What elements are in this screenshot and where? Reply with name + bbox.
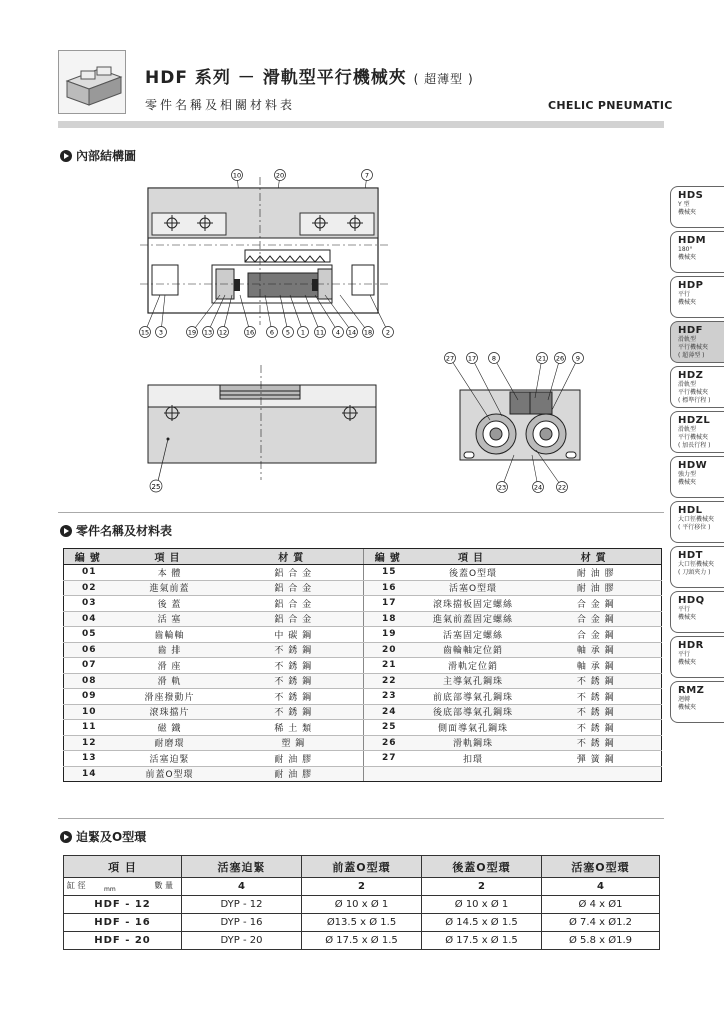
table-row bbox=[64, 580, 662, 596]
front-view-drawing bbox=[440, 350, 600, 495]
header-divider bbox=[58, 121, 664, 128]
col-item-2: 項目 bbox=[416, 549, 531, 565]
callout-number: 18 bbox=[363, 328, 373, 337]
page-title bbox=[145, 63, 474, 88]
col-material: 材質 bbox=[224, 549, 364, 565]
table-cell: 齒輪軸定位銷 bbox=[416, 642, 531, 658]
tab-code: HDM bbox=[678, 235, 707, 246]
divider-2 bbox=[58, 818, 664, 819]
callout-number: 19 bbox=[187, 328, 197, 337]
callout-number: 17 bbox=[467, 354, 477, 363]
seal-col-piston-seal: 活塞迫緊 bbox=[182, 856, 302, 878]
table-cell: DYP - 12 bbox=[182, 896, 302, 914]
table-cell: 滑座撥動片 bbox=[116, 689, 224, 705]
table-cell: 進氣前蓋 bbox=[116, 580, 224, 596]
tab-hdf[interactable] bbox=[670, 321, 724, 363]
tab-hdl[interactable] bbox=[670, 501, 724, 543]
callout-number: 12 bbox=[218, 328, 228, 337]
table-cell: 活塞O型環 bbox=[416, 580, 531, 596]
table-cell: 22 bbox=[364, 673, 416, 689]
table-cell: 16 bbox=[364, 580, 416, 596]
table-cell bbox=[416, 766, 531, 782]
table-cell: Ø 14.5 x Ø 1.5 bbox=[422, 914, 542, 932]
callout-number: 27 bbox=[445, 354, 455, 363]
table-cell: Ø 5.8 x Ø1.9 bbox=[542, 932, 660, 950]
tab-code: HDL bbox=[678, 505, 703, 516]
table-cell: 彈 簧 鋼 bbox=[531, 751, 662, 767]
table-cell: 齒 排 bbox=[116, 642, 224, 658]
play-bullet-icon bbox=[60, 831, 72, 843]
table-cell: Ø 17.5 x Ø 1.5 bbox=[302, 932, 422, 950]
tab-desc: 平行 機械夾 bbox=[678, 291, 697, 306]
table-cell: 耐 油 膠 bbox=[531, 565, 662, 581]
title-paren: ( 超薄型 ) bbox=[413, 72, 474, 86]
table-cell: 後蓋O型環 bbox=[416, 565, 531, 581]
page-subtitle: 零件名稱及相關材料表 bbox=[145, 98, 296, 112]
table-cell: 不 銹 鋼 bbox=[531, 720, 662, 736]
table-cell: Ø13.5 x Ø 1.5 bbox=[302, 914, 422, 932]
table-cell: 27 bbox=[364, 751, 416, 767]
tab-desc: 大口徑機械夾 ( 平行移位 ) bbox=[678, 516, 715, 531]
table-cell: 耐 油 膠 bbox=[531, 580, 662, 596]
tab-rmz[interactable] bbox=[670, 681, 724, 723]
tab-desc: 平行 機械夾 bbox=[678, 606, 697, 621]
table-cell: 滑 軌 bbox=[116, 673, 224, 689]
tab-hdm[interactable] bbox=[670, 231, 724, 273]
table-cell: 13 bbox=[64, 751, 116, 767]
table-row bbox=[64, 611, 662, 627]
table-row bbox=[64, 673, 662, 689]
tab-code: HDT bbox=[678, 550, 703, 561]
table-cell: 後 蓋 bbox=[116, 596, 224, 612]
table-cell: 合 金 鋼 bbox=[531, 611, 662, 627]
table-cell: 活塞迫緊 bbox=[116, 751, 224, 767]
table-cell: 稀 土 類 bbox=[224, 720, 364, 736]
table-row bbox=[64, 596, 662, 612]
table-cell: DYP - 16 bbox=[182, 914, 302, 932]
qty-label: 數 量 bbox=[154, 881, 173, 890]
side-view-drawing bbox=[140, 355, 390, 495]
table-row bbox=[64, 720, 662, 736]
tab-desc: 平行 機械夾 bbox=[678, 651, 697, 666]
table-cell: 不 銹 鋼 bbox=[224, 704, 364, 720]
seal-table-header bbox=[64, 856, 660, 878]
table-cell: 10 bbox=[64, 704, 116, 720]
mm-label: mm bbox=[104, 886, 116, 893]
callout-number: 13 bbox=[203, 328, 213, 337]
seal-qty-label-cell bbox=[64, 878, 182, 896]
table-cell: 20 bbox=[364, 642, 416, 658]
table-row bbox=[64, 689, 662, 705]
table-cell: 軸 承 鋼 bbox=[531, 658, 662, 674]
table-row bbox=[64, 896, 660, 914]
table-cell: 耐 油 膠 bbox=[224, 751, 364, 767]
table-cell: 01 bbox=[64, 565, 116, 581]
callout-number: 9 bbox=[575, 354, 581, 363]
callout-number: 8 bbox=[491, 354, 497, 363]
table-cell: 24 bbox=[364, 704, 416, 720]
table-cell: Ø 7.4 x Ø1.2 bbox=[542, 914, 660, 932]
table-cell: 鋁 合 金 bbox=[224, 611, 364, 627]
table-cell: 活塞固定螺絲 bbox=[416, 627, 531, 643]
table-cell: 不 銹 鋼 bbox=[531, 689, 662, 705]
model-cell: HDF - 16 bbox=[64, 914, 182, 932]
qty-piston-seal: 4 bbox=[182, 878, 302, 896]
table-cell: 23 bbox=[364, 689, 416, 705]
tab-hdp[interactable] bbox=[670, 276, 724, 318]
brand-name: CHELIC PNEUMATIC bbox=[548, 99, 673, 112]
table-cell: 耐磨環 bbox=[116, 735, 224, 751]
col-no: 編號 bbox=[64, 549, 116, 565]
table-cell: 08 bbox=[64, 673, 116, 689]
callout-number: 23 bbox=[497, 483, 507, 492]
table-cell: 合 金 鋼 bbox=[531, 627, 662, 643]
seal-col-rear-oring: 後蓋O型環 bbox=[422, 856, 542, 878]
tab-code: RMZ bbox=[678, 685, 705, 696]
tab-code: HDZ bbox=[678, 370, 704, 381]
callout-number: 10 bbox=[232, 171, 242, 180]
table-cell bbox=[531, 766, 662, 782]
table-row bbox=[64, 932, 660, 950]
table-cell: 滑 座 bbox=[116, 658, 224, 674]
table-cell: 不 銹 鋼 bbox=[531, 673, 662, 689]
tab-desc: 滑軌型 平行機械夾 ( 標準行程 ) bbox=[678, 381, 711, 404]
table-row bbox=[64, 658, 662, 674]
tab-desc: Y 型 機械夾 bbox=[678, 201, 697, 216]
tab-code: HDP bbox=[678, 280, 704, 291]
table-cell: 06 bbox=[64, 642, 116, 658]
callout-number: 3 bbox=[158, 328, 164, 337]
table-cell bbox=[364, 766, 416, 782]
tab-desc: 強力型 機械夾 bbox=[678, 471, 697, 486]
divider-1 bbox=[58, 512, 664, 513]
callout-number: 4 bbox=[335, 328, 341, 337]
table-cell: 活 塞 bbox=[116, 611, 224, 627]
table-cell: 02 bbox=[64, 580, 116, 596]
table-cell: 19 bbox=[364, 627, 416, 643]
section-parts-heading bbox=[60, 522, 172, 539]
table-cell: 軸 承 鋼 bbox=[531, 642, 662, 658]
table-cell: 不 銹 鋼 bbox=[224, 673, 364, 689]
product-thumbnail bbox=[58, 50, 126, 114]
play-bullet-icon bbox=[60, 525, 72, 537]
callout-number: 11 bbox=[315, 328, 325, 337]
table-row bbox=[64, 704, 662, 720]
table-cell: 14 bbox=[64, 766, 116, 782]
table-cell: 17 bbox=[364, 596, 416, 612]
section-parts-label: 零件名稱及材料表 bbox=[76, 524, 173, 538]
section-seals-heading bbox=[60, 828, 146, 845]
table-cell: 不 銹 鋼 bbox=[531, 735, 662, 751]
table-cell: 耐 油 膠 bbox=[224, 766, 364, 782]
table-cell: 前底部導氣孔鋼珠 bbox=[416, 689, 531, 705]
table-cell: 鋁 合 金 bbox=[224, 580, 364, 596]
table-cell: 滑軌定位銷 bbox=[416, 658, 531, 674]
table-row bbox=[64, 766, 662, 782]
table-cell: 扣環 bbox=[416, 751, 531, 767]
table-row bbox=[64, 627, 662, 643]
table-cell: 滾珠擋板固定螺絲 bbox=[416, 596, 531, 612]
table-cell: 不 銹 鋼 bbox=[531, 704, 662, 720]
tab-code: HDW bbox=[678, 460, 708, 471]
section-structure-label: 內部結構圖 bbox=[76, 149, 137, 163]
table-cell: Ø 10 x Ø 1 bbox=[422, 896, 542, 914]
callout-number: 15 bbox=[140, 328, 150, 337]
callout-number: 21 bbox=[537, 354, 547, 363]
parts-table-header bbox=[64, 549, 662, 565]
table-row bbox=[64, 565, 662, 581]
qty-front-oring: 2 bbox=[302, 878, 422, 896]
callout-number: 20 bbox=[275, 171, 285, 180]
section-structure-heading bbox=[60, 147, 136, 164]
col-material-2: 材質 bbox=[531, 549, 662, 565]
seal-qty-row bbox=[64, 878, 660, 896]
callout-number: 16 bbox=[245, 328, 255, 337]
callout-number: 6 bbox=[269, 328, 275, 337]
table-cell: 18 bbox=[364, 611, 416, 627]
table-cell: 12 bbox=[64, 735, 116, 751]
table-cell: 04 bbox=[64, 611, 116, 627]
col-item: 項目 bbox=[116, 549, 224, 565]
table-cell: Ø 10 x Ø 1 bbox=[302, 896, 422, 914]
callout-25-label: 25 bbox=[151, 483, 161, 491]
series-tabs bbox=[670, 186, 724, 726]
table-cell: 15 bbox=[364, 565, 416, 581]
section-seals-label: 迫緊及O型環 bbox=[76, 830, 147, 844]
model-cell: HDF - 20 bbox=[64, 932, 182, 950]
seal-col-item: 項 目 bbox=[64, 856, 182, 878]
tab-desc: 大口徑機械夾 ( 刀頭夾力 ) bbox=[678, 561, 715, 576]
tab-code: HDR bbox=[678, 640, 704, 651]
callout-number: 24 bbox=[533, 483, 543, 492]
cross-section-drawing bbox=[130, 165, 400, 345]
tab-code: HDQ bbox=[678, 595, 705, 606]
table-cell: Ø 4 x Ø1 bbox=[542, 896, 660, 914]
tab-code: HDS bbox=[678, 190, 704, 201]
table-cell: 塑 鋼 bbox=[224, 735, 364, 751]
tab-hdq[interactable] bbox=[670, 591, 724, 633]
table-row bbox=[64, 735, 662, 751]
table-cell: 側面導氣孔鋼珠 bbox=[416, 720, 531, 736]
table-cell: 07 bbox=[64, 658, 116, 674]
title-main: HDF 系列 － 滑軌型平行機械夾 bbox=[145, 68, 407, 88]
seal-table bbox=[63, 855, 660, 950]
tab-code: HDF bbox=[678, 325, 704, 336]
callout-number: 1 bbox=[300, 328, 306, 337]
table-cell: 後底部導氣孔鋼珠 bbox=[416, 704, 531, 720]
table-cell: 本 體 bbox=[116, 565, 224, 581]
table-cell: 25 bbox=[364, 720, 416, 736]
qty-rear-oring: 2 bbox=[422, 878, 542, 896]
table-cell: 不 銹 鋼 bbox=[224, 689, 364, 705]
tab-hds[interactable] bbox=[670, 186, 724, 228]
table-cell: 不 銹 鋼 bbox=[224, 658, 364, 674]
tab-hdz[interactable] bbox=[670, 366, 724, 408]
table-cell: 鋁 合 金 bbox=[224, 596, 364, 612]
callout-number: 2 bbox=[385, 328, 391, 337]
callout-number: 7 bbox=[364, 171, 370, 180]
callout-number: 26 bbox=[555, 354, 565, 363]
callout-number: 5 bbox=[285, 328, 291, 337]
parts-table bbox=[63, 548, 662, 782]
table-cell: 前蓋O型環 bbox=[116, 766, 224, 782]
table-cell: 滾珠擋片 bbox=[116, 704, 224, 720]
tab-desc: 迴轉 機械夾 bbox=[678, 696, 697, 711]
tab-hdw[interactable] bbox=[670, 456, 724, 498]
seal-col-front-oring: 前蓋O型環 bbox=[302, 856, 422, 878]
tab-code: HDZL bbox=[678, 415, 711, 426]
table-row bbox=[64, 642, 662, 658]
tab-hdr[interactable] bbox=[670, 636, 724, 678]
table-cell: 21 bbox=[364, 658, 416, 674]
table-cell: DYP - 20 bbox=[182, 932, 302, 950]
bore-label: 缸 徑 bbox=[67, 881, 86, 890]
tab-desc: 滑軌型 平行機械夾 ( 超薄型 ) bbox=[678, 336, 709, 359]
table-cell: Ø 17.5 x Ø 1.5 bbox=[422, 932, 542, 950]
tab-hdt[interactable] bbox=[670, 546, 724, 588]
callout-number: 22 bbox=[557, 483, 567, 492]
table-cell: 中 碳 鋼 bbox=[224, 627, 364, 643]
tab-desc: 180° 機械夾 bbox=[678, 246, 697, 261]
seal-col-piston-oring: 活塞O型環 bbox=[542, 856, 660, 878]
qty-piston-oring: 4 bbox=[542, 878, 660, 896]
table-cell: 進氣前蓋固定螺絲 bbox=[416, 611, 531, 627]
table-cell: 齒輪軸 bbox=[116, 627, 224, 643]
table-cell: 滑軌鋼珠 bbox=[416, 735, 531, 751]
table-cell: 09 bbox=[64, 689, 116, 705]
table-cell: 鋁 合 金 bbox=[224, 565, 364, 581]
play-bullet-icon bbox=[60, 150, 72, 162]
table-cell: 主導氣孔鋼珠 bbox=[416, 673, 531, 689]
table-cell: 11 bbox=[64, 720, 116, 736]
callout-number: 14 bbox=[347, 328, 357, 337]
table-cell: 26 bbox=[364, 735, 416, 751]
tab-hdzl[interactable] bbox=[670, 411, 724, 453]
table-cell: 03 bbox=[64, 596, 116, 612]
model-cell: HDF - 12 bbox=[64, 896, 182, 914]
table-cell: 不 銹 鋼 bbox=[224, 642, 364, 658]
table-row bbox=[64, 751, 662, 767]
table-cell: 磁 鐵 bbox=[116, 720, 224, 736]
table-cell: 05 bbox=[64, 627, 116, 643]
table-row bbox=[64, 914, 660, 932]
col-no-2: 編號 bbox=[364, 549, 416, 565]
table-cell: 合 金 鋼 bbox=[531, 596, 662, 612]
tab-desc: 滑軌型 平行機械夾 ( 加長行程 ) bbox=[678, 426, 711, 449]
